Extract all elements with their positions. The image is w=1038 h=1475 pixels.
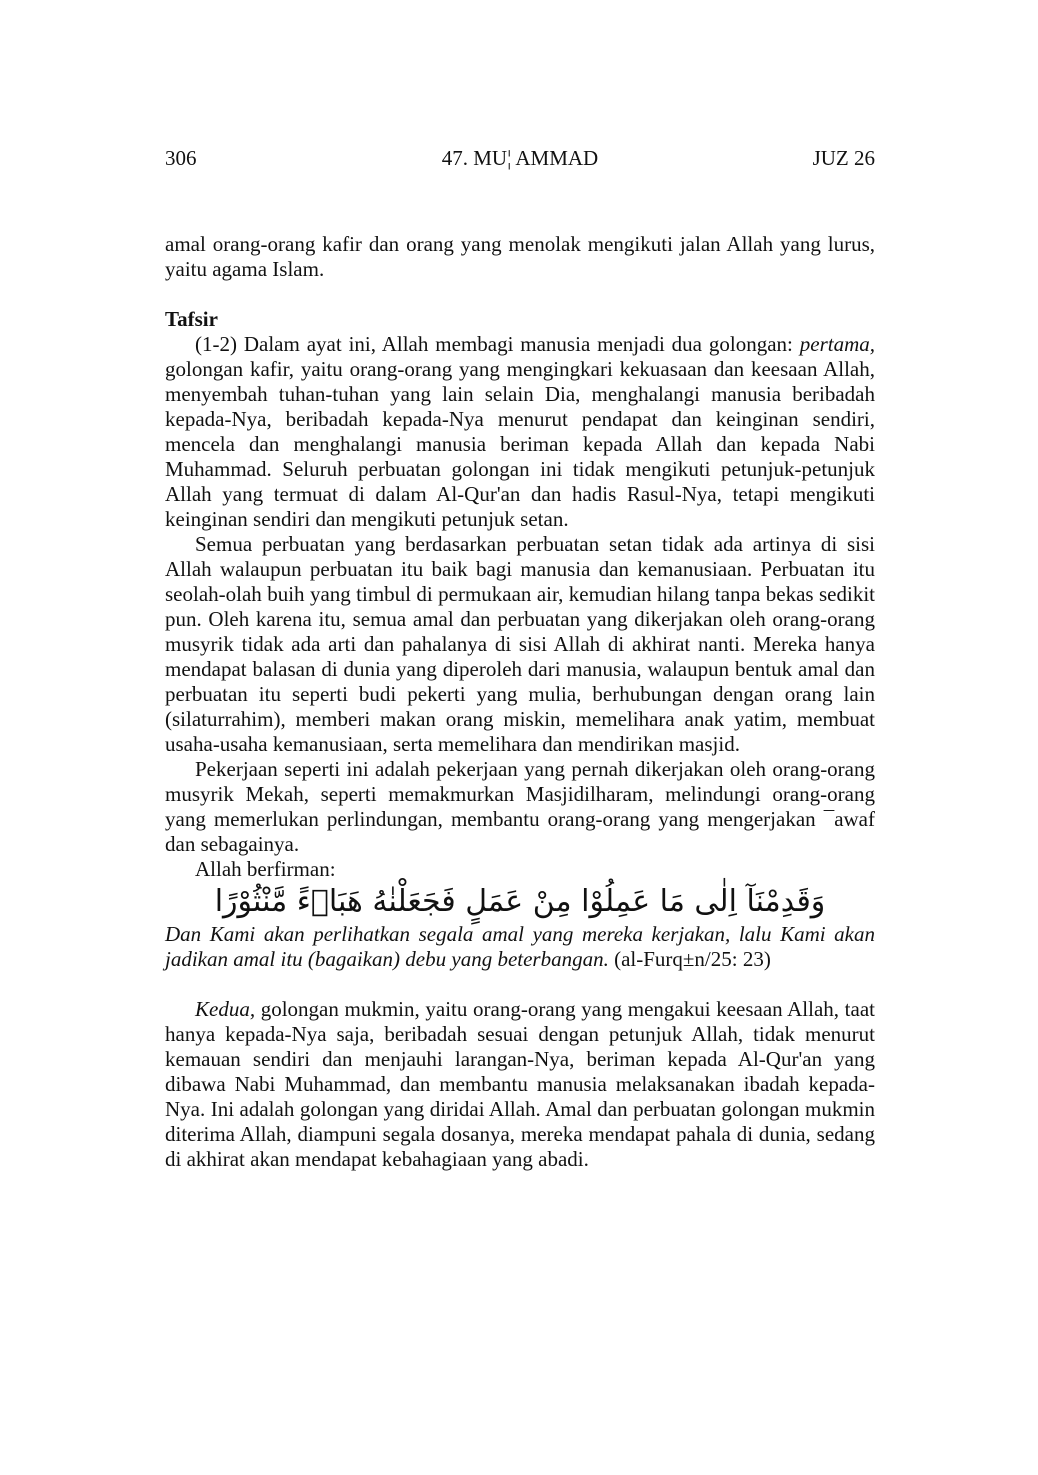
tafsir-paragraph-2: Semua perbuatan yang berdasarkan perbuatan setan tidak ada artinya di sisi Allah walaupun perbuatan itu baik bagi manusia dan kemanusiaan. Perbuatan itu seolah-olah buih yang timbul di permukaan air, kemudian hilang tanpa bekas sedikit pun. Oleh karena itu, semua amal dan perbuatan yang dikerjakan oleh orang-orang musyrik tidak ada arti dan pahalanya di sisi Allah di akhirat nanti. Mereka hanya mendapat balasan di dunia yang diperoleh dari manusia, walaupun bentuk amal dan perbuatan itu seperti budi pekerti yang mulia, berhubungan dengan orang lain (silaturrahim), memberi makan orang miskin, memelihara anak yatim, membuat usaha-usaha kemanusiaan, serta memelihara dan mendirikan masjid.	[165, 532, 875, 756]
section-title-tafsir: Tafsir	[165, 307, 218, 331]
page-header	[165, 142, 875, 174]
tafsir-paragraph-4: Allah berfirman:	[195, 857, 336, 881]
quran-verse-arabic: وَقَدِمْنَآ اِلٰى مَا عَمِلُوْا مِنْ عَمَلٍ فَجَعَلْنٰهُ هَبَاۤءً مَّنْثُوْرًا	[214, 884, 826, 919]
juz-label: JUZ 26	[812, 146, 875, 170]
page-body	[165, 232, 875, 1172]
verse-translation-text: Dan Kami akan perlihatkan segala amal yang mereka kerjakan, lalu Kami akan jadikan amal itu (bagaikan) debu yang beterbangan.	[165, 922, 875, 971]
paragraph-lead: (1-2) Dalam ayat ini, Allah membagi manusia menjadi dua golongan:	[195, 332, 793, 356]
intro-paragraph: amal orang-orang kafir dan orang yang menolak mengikuti jalan Allah yang lurus, yaitu agama Islam.	[165, 232, 875, 281]
chapter-title: 47. MU¦ AMMAD	[441, 146, 599, 170]
italic-term-kedua: Kedua,	[195, 997, 256, 1021]
paragraph-body: golongan kafir, yaitu orang-orang yang mengingkari kekuasaan dan keesaan Allah, menyembah tuhan-tuhan yang lain selain Dia, menghalangi manusia beribadah kepada-Nya, beribadah kepada-Nya menurut pendapat dan keinginan sendiri, mencela dan menghalangi manusia beriman kepada Allah dan kepada Nabi Muhammad. Seluruh perbuatan golongan ini tidak mengikuti petunjuk-petunjuk Allah yang termuat di dalam Al-Qur'an dan hadis Rasul-Nya, tetapi mengikuti keinginan sendiri dan mengikuti petunjuk setan.	[165, 357, 875, 531]
spacer	[165, 972, 875, 997]
tafsir-paragraph-5	[165, 997, 875, 1172]
tafsir-paragraph-1	[165, 332, 875, 532]
verse-reference: (al-Furq±n/25: 23)	[614, 947, 771, 971]
paragraph-body: golongan mukmin, yaitu orang-orang yang mengakui keesaan Allah, taat hanya kepada-Nya saja, beribadah sesuai dengan petunjuk Allah, tidak menurut kemauan sendiri dan menjauhi larangan-Nya, beriman kepada Al-Qur'an yang dibawa Nabi Muhammad, dan membantu manusia melaksanakan ibadah kepada-Nya. Ini adalah golongan yang diridai Allah. Amal dan perbuatan golongan mukmin diterima Allah, diampuni segala dosanya, mereka mendapat pahala di dunia, sedang di akhirat akan mendapat kebahagiaan yang abadi.	[165, 997, 875, 1171]
spacer	[165, 282, 875, 307]
verse-translation	[165, 922, 875, 972]
tafsir-paragraph-3: Pekerjaan seperti ini adalah pekerjaan yang pernah dikerjakan oleh orang-orang musyrik Mekah, seperti memakmurkan Masjidilharam, melindungi orang-orang yang memerlukan perlindungan, membantu orang-orang yang mengerjakan ¯awaf dan sebagainya.	[165, 757, 875, 856]
page-number: 306	[165, 146, 197, 170]
italic-term-pertama: pertama,	[799, 332, 876, 356]
